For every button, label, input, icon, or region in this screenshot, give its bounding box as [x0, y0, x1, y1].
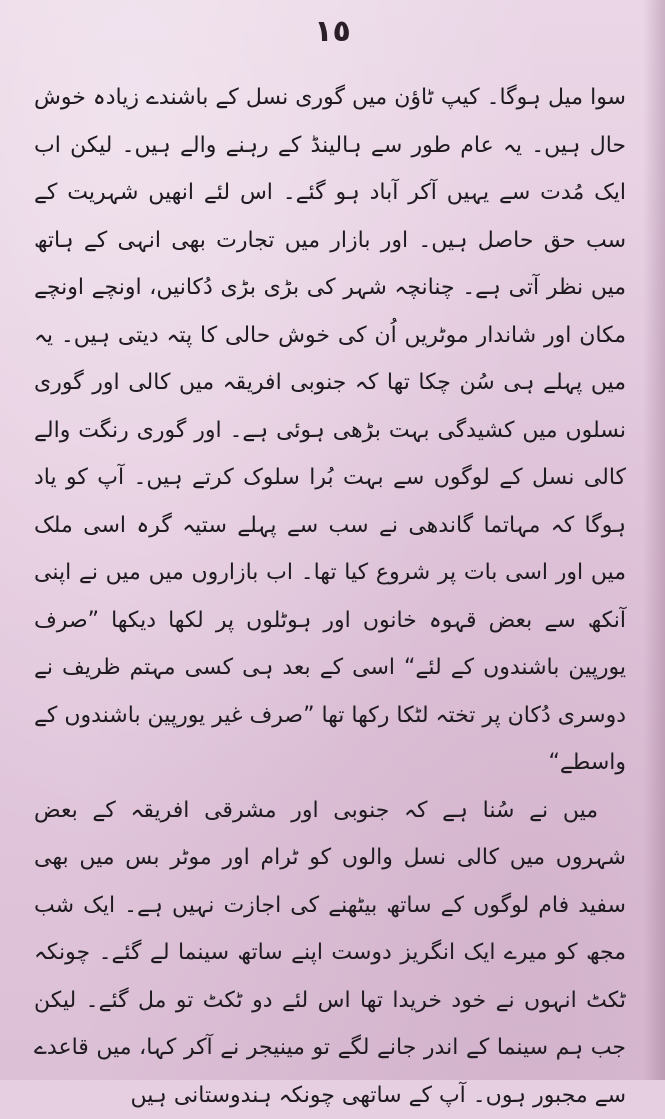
- paragraph-2: میں نے سُنا ہے کہ جنوبی اور مشرقی افریقہ کے بعض شہروں میں کالی نسل والوں کو ٹرام اور موٹر بس میں بھی سفید فام لوگوں کے ساتھ بیٹھنے کی اجازت نہیں ہے۔ ایک شب مجھ کو میرے ایک انگریز دوست اپنے ساتھ سینما لے گئے۔ چونکہ ٹکٹ انہوں نے خود خریدا تھا اس لئے دو ٹکٹ تو مل گئے۔ لیکن جب ہم سینما کے اندر جانے لگے تو مینیجر نے آکر کہا، میں قاعدے سے مجبور ہوں۔ آپ کے ساتھی چونکہ ہندوستانی ہیں: [34, 787, 626, 1119]
- page-edge-shadow: [643, 0, 665, 1080]
- page-number: ١٥: [0, 14, 665, 49]
- body-text: [34, 74, 626, 1119]
- paragraph-1: سوا میل ہوگا۔ کیپ ٹاؤن میں گوری نسل کے باشندے زیادہ خوش حال ہیں۔ یہ عام طور سے ہالینڈ کے رہنے والے ہیں۔ لیکن اب ایک مُدت سے یہیں آکر آباد ہو گئے۔ اس لئے انھیں شہریت کے سب حق حاصل ہیں۔ اور بازار میں تجارت بھی انہی کے ہاتھ میں نظر آتی ہے۔ چنانچہ شہر کی بڑی بڑی دُکانیں، اونچے اونچے مکان اور شاندار موٹریں اُن کی خوش حالی کا پتہ دیتی ہیں۔ یہ میں پہلے ہی سُن چکا تھا کہ جنوبی افریقہ میں کالی اور گوری نسلوں میں کشیدگی بہت بڑھی ہوئی ہے۔ اور گوری رنگت والے کالی نسل کے لوگوں سے بہت بُرا سلوک کرتے ہیں۔ آپ کو یاد ہوگا کہ مہاتما گاندھی نے سب سے پہلے ستیہ گرہ اسی ملک میں اور اسی بات پر شروع کیا تھا۔ اب بازاروں میں میں نے اپنی آنکھ سے بعض قہوہ خانوں اور ہوٹلوں پر لکھا دیکھا ”صرف یورپین باشندوں کے لئے“ اسی کے بعد ہی کسی مہتم ظریف نے دوسری دُکان پر تختہ لٹکا رکھا تھا ”صرف غیر یورپین باشندوں کے واسطے“: [34, 74, 626, 787]
